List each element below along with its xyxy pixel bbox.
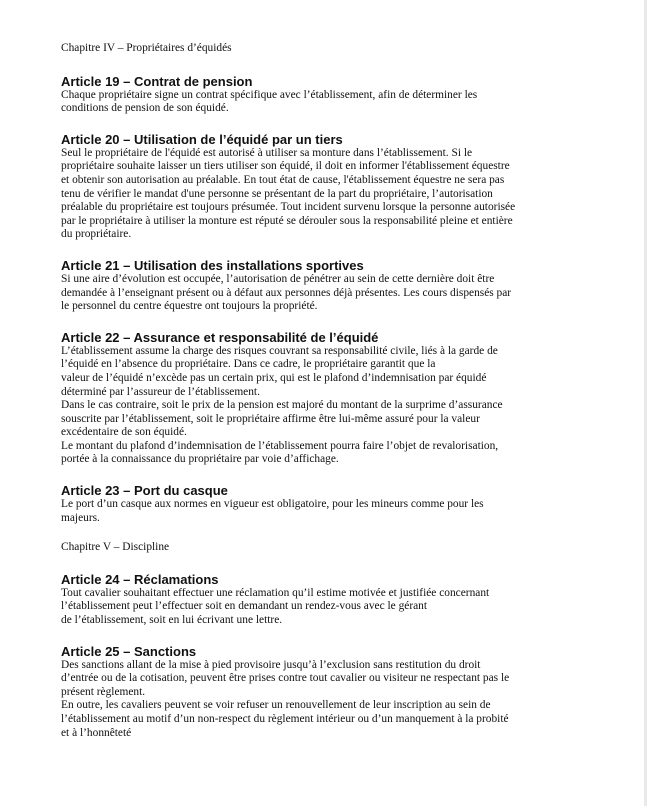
text-line: Si une aire d’évolution est occupée, l’autorisation de pénétrer au sein de cette dernière doit être [61,272,495,285]
text-line: Le montant du plafond d’indemnisation de l’établissement pourra faire l’objet de revalorisation, [61,439,499,452]
article-title: Article 22 – Assurance et responsabilité de l’équidé [61,329,379,345]
text-line: En outre, les cavaliers peuvent se voir refuser un renouvellement de leur inscription au sein de [61,699,491,712]
article-title: Article 21 – Utilisation des installations sportives [61,257,364,273]
text-line: déterminé par l’assureur de l’établissement. [61,385,260,398]
article-title: Article 20 – Utilisation de l’équidé par un tiers [61,131,343,147]
article-section [61,644,551,741]
text-line: le personnel du centre équestre ont toujours la propriété. [61,300,318,313]
article-body [61,147,551,242]
article-section [61,330,551,467]
article-section [61,74,551,116]
text-line: préalable du propriétaire est toujours présumée. Tout incident survenu lorsque la personne autorisée [61,201,516,214]
article-title: Article 24 – Réclamations [61,571,219,587]
text-line: souscrite par l’établissement, soit le propriétaire affirme être lui-même assuré pour la valeur [61,412,480,425]
text-line: Des sanctions allant de la mise à pied provisoire jusqu’à l’exclusion sans restitution du droit [61,658,481,671]
text-line: propriétaire souhaite laisser un tiers utiliser son équidé, il doit en informer l'établissement équestre [61,160,510,173]
article-body [61,587,551,628]
text-line: tenu de vérifier le mandat d'une personne se présentant de la part du propriétaire, l’autorisation [61,187,493,200]
text-line: Tout cavalier souhaitant effectuer une réclamation qu’il estime motivée et justifiée concernant [61,586,490,599]
article-title: Article 19 – Contrat de pension [61,73,253,89]
text-line: Dans le cas contraire, soit le prix de la pension est majoré du montant de la surprime d’assurance [61,399,503,412]
chapter-heading: Chapitre V – Discipline [61,541,170,554]
article-title: Article 23 – Port du casque [61,483,228,499]
text-line: conditions de pension de son équidé. [61,102,229,115]
text-line: l’établissement peut l’effectuer soit en demandant un rendez-vous avec le gérant [61,600,428,613]
text-line: L’établissement assume la charge des risques couvrant sa responsabilité civile, liés à la garde de [61,344,498,357]
chapter-heading: Chapitre IV – Propriétaires d’équidés [61,42,232,54]
document-content [61,42,551,740]
text-line: demandée à l’enseignant présent ou à défaut aux personnes déjà présentes. Les cours dispensés par [61,286,512,299]
article-body [61,273,551,314]
article-section [61,132,551,242]
article-section [61,572,551,628]
article-body [61,659,551,741]
text-line: l’équidé en l’absence du propriétaire. Dans ce cadre, le propriétaire garantit que la [61,358,436,371]
article-title: Article 25 – Sanctions [61,643,197,659]
text-line: excédentaire de son équidé. [61,426,187,439]
text-line: et à l’honnêteté [61,726,132,739]
text-line: portée à la connaissance du propriétaire par voie d’affichage. [61,453,339,466]
text-line: par le propriétaire à utiliser la monture est réputé se dérouler sous la responsabilité pleine et entière [61,214,513,227]
text-line: Chaque propriétaire signe un contrat spécifique avec l’établissement, afin de déterminer les [61,88,478,101]
text-line: et obtenir son autorisation au préalable. En tout état de cause, l'établissement équestre ne sera pas [61,173,505,186]
article-body [61,89,551,116]
text-line: valeur de l’équidé n’excède pas un certain prix, qui est le plafond d’indemnisation par équidé [61,371,487,384]
text-line: Seul le propriétaire de l'équidé est autorisé à utiliser sa monture dans l’établissement. Si le [61,146,473,159]
text-line: d’entrée ou de la cotisation, peuvent être prises contre tout cavalier ou visiteur ne respectant pas le [61,672,510,685]
text-line: Le port d’un casque aux normes en vigueur est obligatoire, pour les mineurs comme pour les [61,498,484,511]
text-line: présent règlement. [61,685,146,698]
article-section [61,258,551,314]
text-line: de l’établissement, soit en lui écrivant une lettre. [61,614,283,627]
text-line: majeurs. [61,511,100,524]
article-section [61,483,551,525]
article-body [61,498,551,525]
text-line: du propriétaire. [61,228,132,241]
text-line: l’établissement au motif d’un non-respect du règlement intérieur ou d’un manquement à la probité [61,713,509,725]
article-body [61,345,551,467]
